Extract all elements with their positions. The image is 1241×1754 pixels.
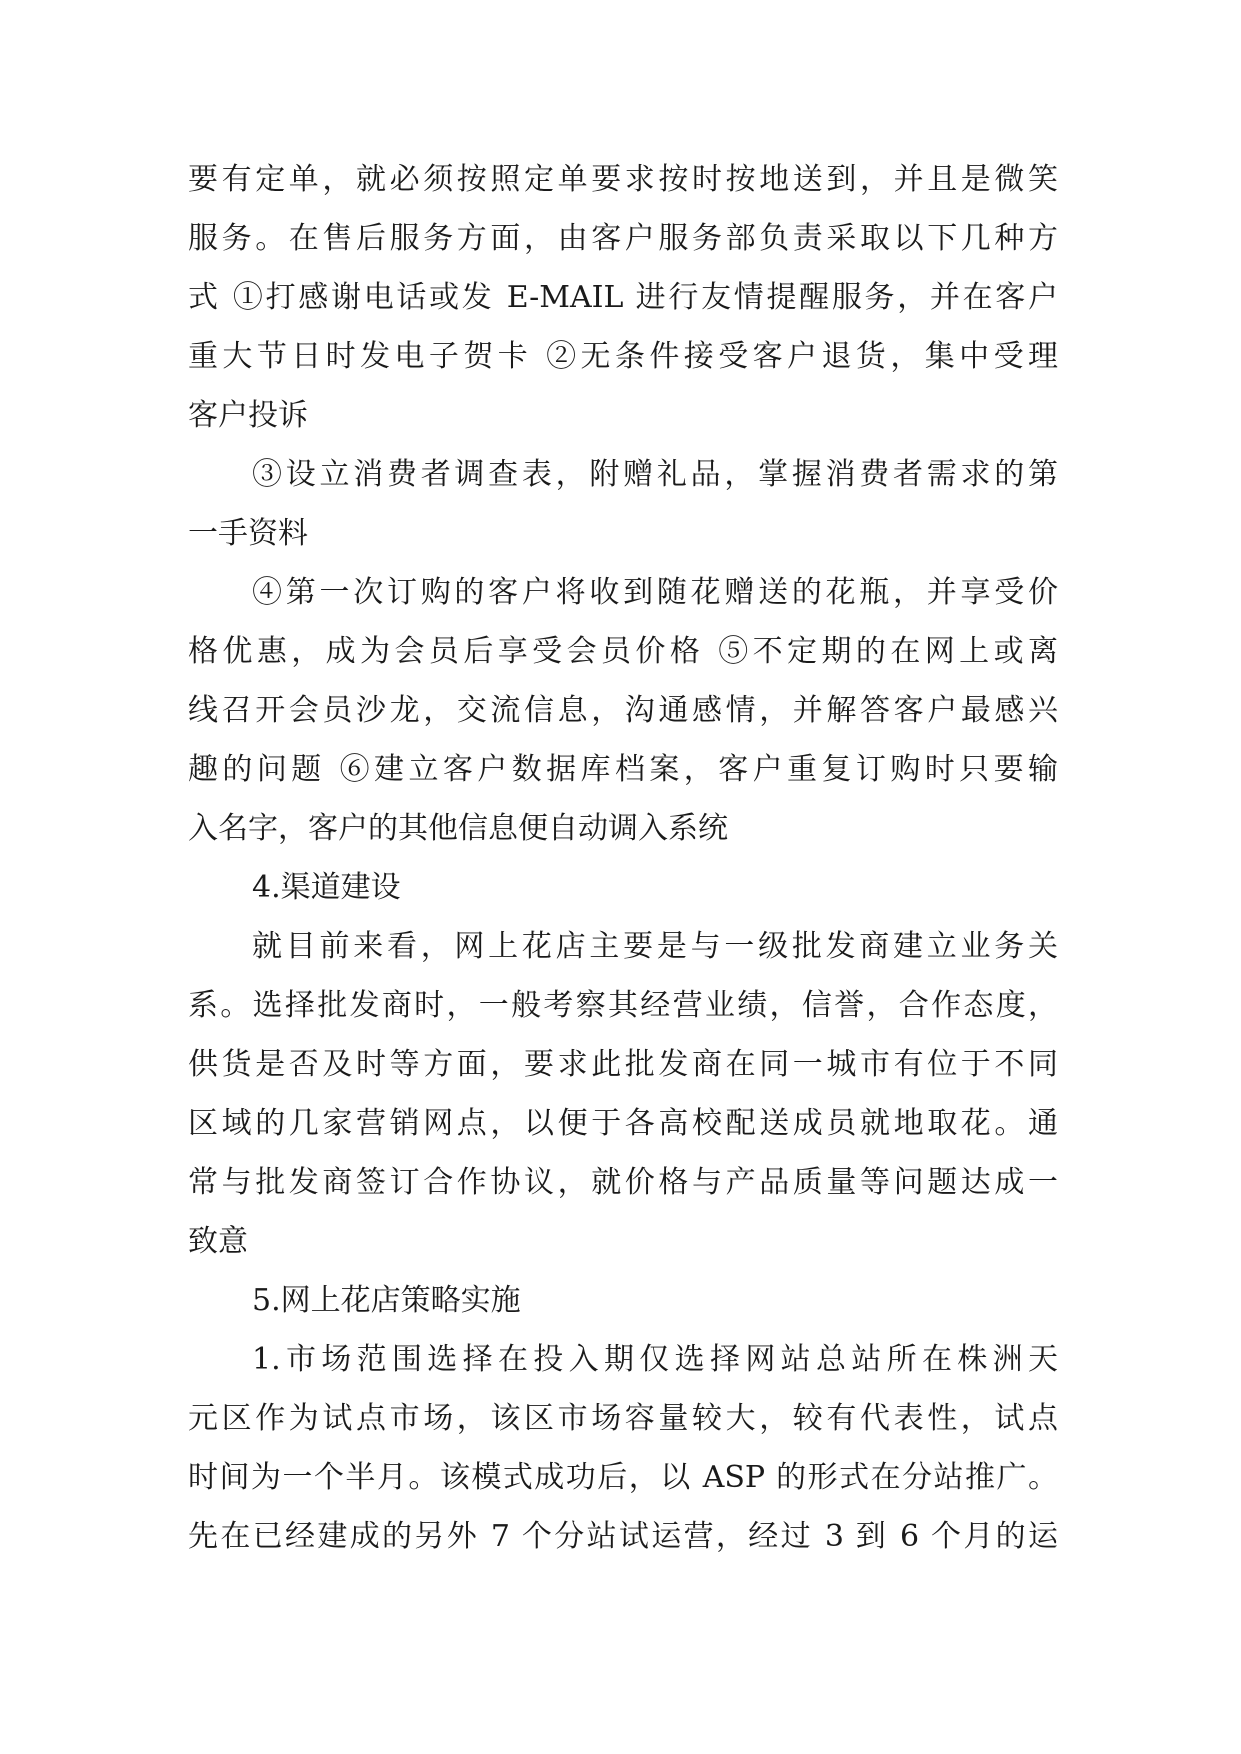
paragraph-line: 先在已经建成的另外 7 个分站试运营，经过 3 到 6 个月的运 bbox=[188, 1519, 1058, 1554]
paragraph-line: 1.市场范围选择在投入期仅选择网站总站所在株洲天 bbox=[252, 1342, 1058, 1377]
paragraph-line: 常与批发商签订合作协议，就价格与产品质量等问题达成一 bbox=[188, 1165, 1058, 1200]
paragraph-line: 线召开会员沙龙，交流信息，沟通感情，并解答客户最感兴 bbox=[188, 693, 1058, 728]
paragraph-line: 系。选择批发商时，一般考察其经营业绩，信誉，合作态度， bbox=[188, 988, 1058, 1023]
paragraph-line: ③设立消费者调查表，附赠礼品，掌握消费者需求的第 bbox=[252, 457, 1058, 492]
paragraph-line: ④第一次订购的客户将收到随花赠送的花瓶，并享受价 bbox=[252, 575, 1058, 610]
paragraph-line: 重大节日时发电子贺卡 ②无条件接受客户退货，集中受理 bbox=[188, 339, 1058, 374]
paragraph-line: 服务。在售后服务方面，由客户服务部负责采取以下几种方 bbox=[188, 221, 1058, 256]
section-heading: 4.渠道建设 bbox=[252, 870, 401, 905]
paragraph-line: 格优惠，成为会员后享受会员价格 ⑤不定期的在网上或离 bbox=[188, 634, 1058, 669]
paragraph-line: 趣的问题 ⑥建立客户数据库档案，客户重复订购时只要输 bbox=[188, 752, 1058, 787]
paragraph-line: 区域的几家营销网点，以便于各高校配送成员就地取花。通 bbox=[188, 1106, 1058, 1141]
paragraph-line: 入名字，客户的其他信息便自动调入系统 bbox=[188, 811, 728, 846]
paragraph-line: 式 ①打感谢电话或发 E-MAIL 进行友情提醒服务，并在客户 bbox=[188, 280, 1058, 315]
paragraph-line: 致意 bbox=[188, 1224, 248, 1259]
section-heading: 5.网上花店策略实施 bbox=[252, 1283, 521, 1318]
paragraph-line: 供货是否及时等方面，要求此批发商在同一城市有位于不同 bbox=[188, 1047, 1058, 1082]
paragraph-line: 时间为一个半月。该模式成功后，以 ASP 的形式在分站推广。 bbox=[188, 1460, 1058, 1495]
paragraph-line: 元区作为试点市场，该区市场容量较大，较有代表性，试点 bbox=[188, 1401, 1058, 1436]
paragraph-line: 就目前来看，网上花店主要是与一级批发商建立业务关 bbox=[252, 929, 1058, 964]
paragraph-line: 一手资料 bbox=[188, 516, 308, 551]
paragraph-line: 要有定单，就必须按照定单要求按时按地送到，并且是微笑 bbox=[188, 162, 1058, 197]
document-body bbox=[188, 150, 1058, 1566]
paragraph-line: 客户投诉 bbox=[188, 398, 308, 433]
